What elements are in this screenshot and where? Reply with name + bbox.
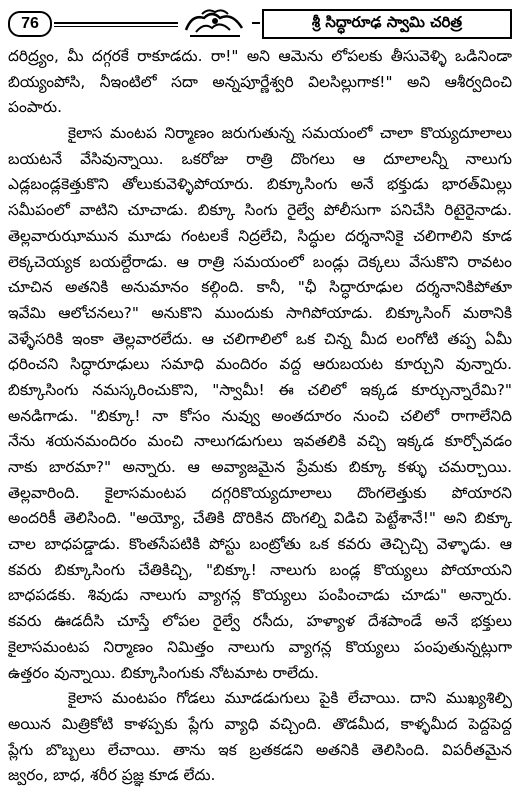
page-number: 76 — [8, 11, 52, 37]
text-line: ఎడ్లబండ్లకెత్తుకొని తోలుకువెళ్ళిపోయారు. బిక్కూసింగు అనే భక్తుడు భారత్‌మిల్లు — [8, 175, 512, 194]
text-line: అనడిగాడు. "బిక్కూ! నా కోసం నువ్వు అంతదూరం నుంచి చలిలో రాగాలేనిది — [8, 406, 512, 425]
text-line: ధరించని సిద్ధారూఢులు సమాధి మందిరం వద్ద ఆరుబయట కూర్చుని వున్నారు. — [8, 355, 512, 374]
text-line: తెల్లవారుఝామున మూడు గంటలకే నిద్రలేచి, సిద్ధుల దర్శనానికై చలిగాలిని కూడ — [8, 226, 512, 245]
text-line: లెక్కచెయ్యక బయల్దేరాడు. ఆ రాత్రి సమయంలో బండ్లు దెక్కలు వేసుకొని రావటం — [8, 252, 512, 271]
text-line: చాల బాధపడ్డాడు. కొంతసేపటికి పోస్టు బంట్రోతు ఒక కవరు తెచ్చిచ్చి వెళ్ళాడు. ఆ — [8, 535, 512, 554]
text-line: కైలాసమంటప నిర్మాణం నిమిత్తం నాలుగు వ్యాగన్ల కొయ్యలు పంపుతున్నట్లుగా — [8, 637, 512, 656]
header-rule-left-thin — [54, 26, 178, 27]
text-line: ఉత్తరం వున్నాయి. బిక్కూసింగుకు నోటమాట రాలేదు. — [8, 663, 319, 682]
text-line: బయటనే వేసివున్నాయి. ఒకరోజు రాత్రి దొంగలు ఆ దూలాలన్నీ నాలుగు — [8, 149, 512, 168]
running-title: శ్రీ సిద్ధారూఢ స్వామి చరిత్ర — [262, 9, 512, 39]
text-line: నేను శయనమందిరం మంచి నాలుగడుగులు ఇవతలికి వచ్చి ఇక్కడ కూర్చోవడం — [8, 432, 512, 451]
text-line: బాధపడకు. శివుడు నాలుగు వ్యాగన్ల కొయ్యలు పంపించాడు చూడు" అన్నారు. — [8, 586, 512, 605]
text-line: ప్లేగు బొబ్బలు లేచాయి. తాను ఇక బ్రతకడని అతనికి తెలిసింది. విపరీతమైన — [8, 740, 512, 759]
page-body — [8, 44, 512, 789]
header-rule-left — [54, 22, 178, 24]
text-line: కవరు బిక్కూసింగు చేతికిచ్చి, "బిక్కూ! నాలుగు బండ్ల కొయ్యలు పోయాయని — [8, 560, 512, 579]
page-header — [6, 8, 514, 42]
text-line: వెళ్ళేసరికి ఇంకా తెల్లవారలేదు. ఆ చలిగాలిలో ఒక చిన్న మీద లంగోటి తప్ప ఏమీ — [8, 329, 512, 348]
text-line: చూచిన అతనికి అనుమానం కల్గింది. కానీ, "ఛీ సిద్ధారూఢుల దర్శనానికిపోతూ — [8, 278, 512, 297]
text-line: తెల్లవారింది. కైలాసమంటప దగ్గరికొయ్యదూలాలు దొంగలెత్తుకు పోయారని — [8, 483, 512, 502]
text-line: నాకు బారమా?" అన్నారు. ఆ అవ్యాజమైన ప్రేమకు బిక్కూ కళ్ళు చమర్చాయి. — [8, 458, 512, 476]
ornament-emblem-icon — [182, 8, 248, 40]
text-line: పంపారు. — [8, 98, 62, 117]
header-rule-right — [252, 22, 260, 24]
text-line: బియ్యంపోసి, నీఇంటిలో సదా అన్నపూర్ణేశ్వరి విలసిల్లుగాక!" అని ఆశీర్వదించి — [8, 72, 512, 91]
text-line: సమీపంలో వాటిని చూచాడు. బిక్కూ సింగు రైల్వే పోలీసుగా పనిచేసి రిటైరైనాడు. — [8, 201, 512, 220]
text-line: జ్వరం, బాధ, శరీర ప్రజ్ఞ కూడ లేదు. — [8, 766, 216, 785]
text-line: అయిన మిత్రికోటి కాళప్పకు ప్లేగు వ్యాధి వచ్చింది. తొడమీద, కాళ్ళమీద పెద్దపెద్ద — [8, 714, 512, 733]
text-line: కైలాస మంటపం గోడలు మూడడుగులు పైకి లేచాయి. దాని ముఖ్యశిల్పి — [68, 689, 512, 708]
text-line: బిక్కూసింగు నమస్కరించుకొని, "స్వామీ! ఈ చలిలో ఇక్కడ కూర్చున్నారేమి?" — [8, 380, 512, 399]
text-line: ఇవేమి ఆలోచనలు?" అనుకొని ముందుకు సాగిపోయాడు. బిక్కూసింగ్ మఠానికి — [8, 303, 512, 322]
text-line: కవరు ఊడదీసి చూస్తే లోపల రైల్వే రసీదు, హళ్యాళ దేశపాండే అనే భక్తులు — [8, 612, 512, 631]
text-line: దరిద్ర్యం, మీ దగ్గరకే రాకూడదు. రా!" అని ఆమెను లోపలకు తీసువెళ్ళి ఒడినిండా — [8, 47, 512, 65]
text-line: కైలాస మంటప నిర్మాణం జరుగుతున్న సమయంలో చాలా కొయ్యదూలాలు — [68, 124, 512, 143]
text-line: అందరికీ తెలిసింది. "అయ్యో, చేతికి దొరికిన దొంగల్ని విడిచి పెట్టేశానే!" అని బిక్కూ — [8, 509, 512, 528]
